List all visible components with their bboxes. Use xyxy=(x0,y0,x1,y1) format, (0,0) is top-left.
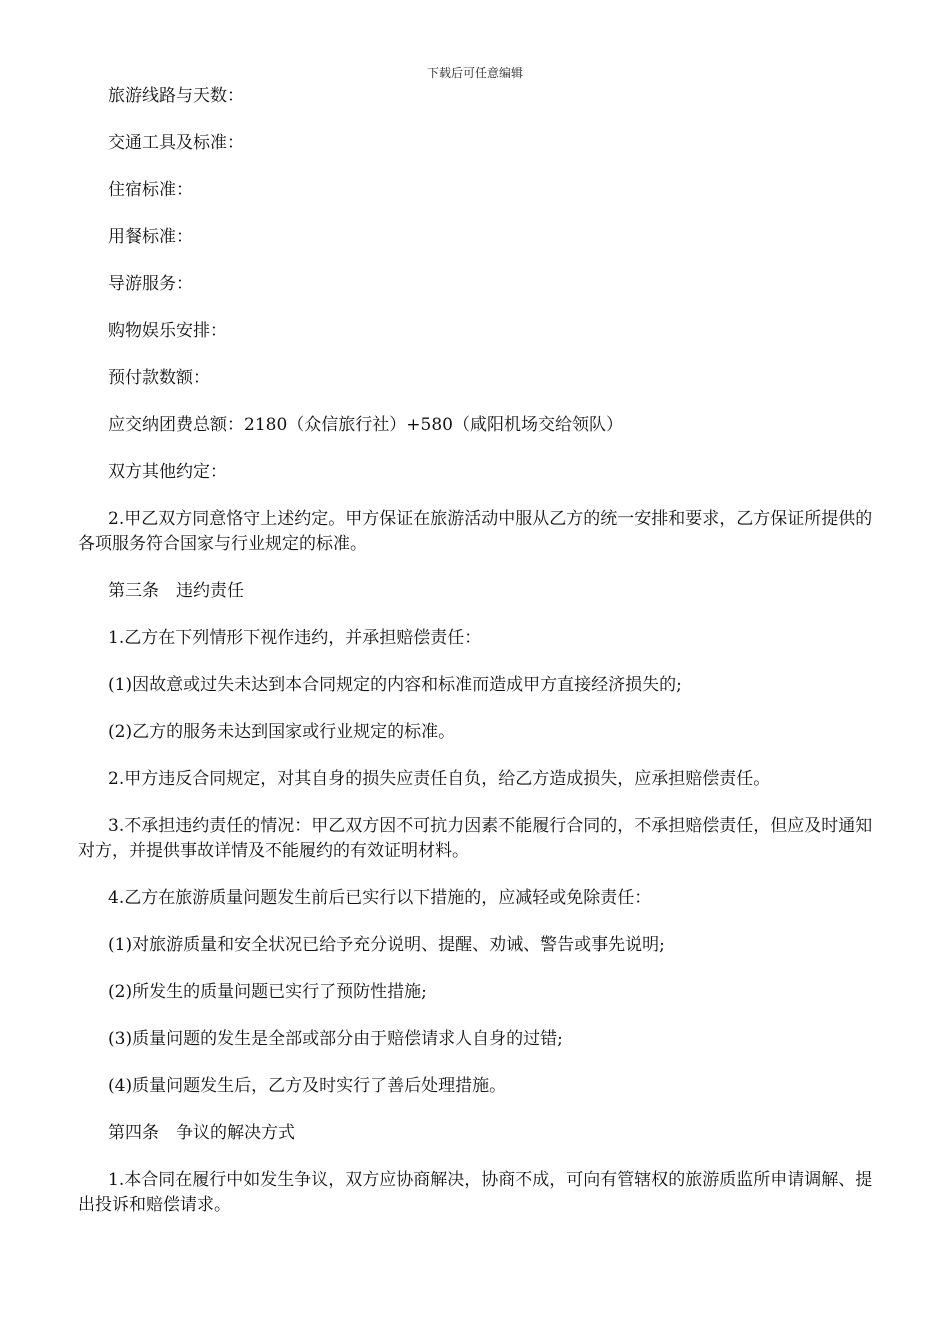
paragraph-breach-1: 1.乙方在下列情形下视作违约，并承担赔偿责任： xyxy=(108,628,482,648)
paragraph-route-days: 旅游线路与天数： xyxy=(108,86,244,106)
paragraph-breach-4: 4.乙方在旅游质量问题发生前后已实行以下措施的，应减轻或免除责任： xyxy=(108,888,652,908)
paragraph-prepayment: 预付款数额： xyxy=(108,368,210,388)
paragraph-accommodation: 住宿标准： xyxy=(108,180,193,200)
paragraph-breach-3: 3.不承担违约责任的情况：甲乙双方因不可抗力因素不能履行合同的，不承担赔偿责任，但应及时通知对方，并提供事故详情及不能履约的有效证明材料。 xyxy=(78,816,873,861)
paragraph-meals: 用餐标准： xyxy=(108,227,193,247)
paragraph-breach-1-2: (2)乙方的服务未达到国家或行业规定的标准。 xyxy=(108,722,456,742)
paragraph-agreement: 2.甲乙双方同意恪守上述约定。甲方保证在旅游活动中服从乙方的统一安排和要求，乙方保证所提供的各项服务符合国家与行业规定的标准。 xyxy=(78,509,873,554)
section-title-article-3: 第三条 违约责任 xyxy=(108,581,244,601)
paragraph-breach-4-1: (1)对旅游质量和安全状况已给予充分说明、提醒、劝诫、警告或事先说明; xyxy=(108,935,665,955)
paragraph-breach-4-4: (4)质量问题发生后，乙方及时实行了善后处理措施。 xyxy=(108,1076,507,1096)
paragraph-breach-4-2: (2)所发生的质量问题已实行了预防性措施; xyxy=(108,982,427,1002)
paragraph-guide-service: 导游服务： xyxy=(108,274,193,294)
paragraph-breach-4-3: (3)质量问题的发生是全部或部分由于赔偿请求人自身的过错; xyxy=(108,1029,563,1049)
paragraph-transport: 交通工具及标准： xyxy=(108,133,244,153)
paragraph-breach-2: 2.甲方违反合同规定，对其自身的损失应责任自负，给乙方造成损失，应承担赔偿责任。 xyxy=(108,769,771,789)
paragraph-breach-1-1: (1)因故意或过失未达到本合同规定的内容和标准而造成甲方直接经济损失的; xyxy=(108,675,682,695)
paragraph-total-fee: 应交纳团费总额：2180（众信旅行社）+580（咸阳机场交给领队） xyxy=(108,415,623,435)
section-title-article-4: 第四条 争议的解决方式 xyxy=(108,1123,295,1143)
paragraph-dispute-1: 1.本合同在履行中如发生争议，双方应协商解决，协商不成，可向有管辖权的旅游质监所申请调解、提出投诉和赔偿请求。 xyxy=(78,1170,873,1215)
paragraph-other-terms: 双方其他约定： xyxy=(108,462,227,482)
page-header: 下载后可任意编辑 xyxy=(426,66,523,80)
paragraph-shopping: 购物娱乐安排： xyxy=(108,321,227,341)
document-body xyxy=(78,84,878,1218)
